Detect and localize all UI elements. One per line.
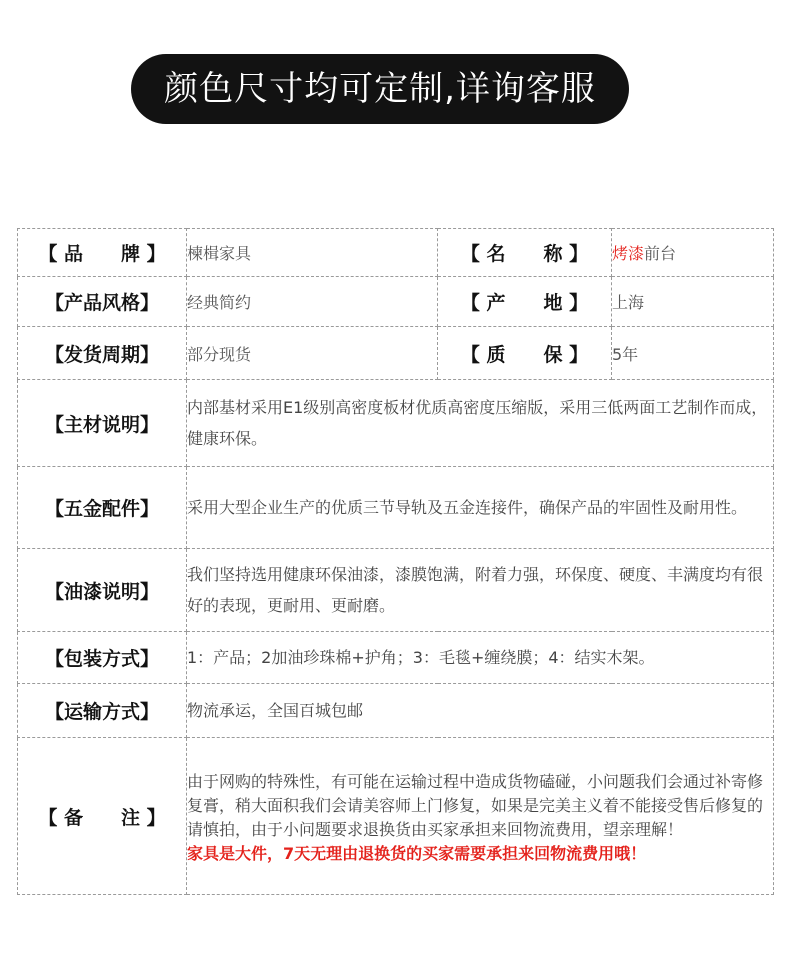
- delivery-value: 部分现货: [187, 327, 438, 380]
- notes-value: 由于网购的特殊性，有可能在运输过程中造成货物磕碰，小问题我们会通过补寄修复膏，稍大面积我们会请美容师上门修复，如果是完美主义着不能接受售后修复的请慎拍，由于小问题要求退换货由买家承担来回物流费用，望亲理解！: [187, 772, 764, 839]
- style-label: 【产品风格】: [18, 277, 187, 327]
- paint-value: 我们坚持选用健康环保油漆，漆膜饱满，附着力强，环保度、硬度、丰满度均有很好的表现，更耐用、更耐磨。: [187, 549, 774, 632]
- table-row: [18, 738, 774, 895]
- hardware-value: 采用大型企业生产的优质三节导轨及五金连接件，确保产品的牢固性及耐用性。: [187, 467, 774, 549]
- paint-label: 【油漆说明】: [18, 549, 187, 632]
- name-label: 【 名 称 】: [438, 229, 612, 277]
- packing-value: 1：产品；2加油珍珠棉+护角；3：毛毯+缠绕膜；4：结实木架。: [187, 632, 774, 684]
- table-row: [18, 380, 774, 467]
- warranty-value: 5年: [612, 327, 774, 380]
- hardware-label: 【五金配件】: [18, 467, 187, 549]
- banner-title: 颜色尺寸均可定制,详询客服: [131, 54, 629, 124]
- brand-value: 楝楫家具: [187, 229, 438, 277]
- notes-label: 【 备 注 】: [18, 738, 187, 895]
- material-value: 内部基材采用E1级别高密度板材优质高密度压缩版，采用三低两面工艺制作而成，健康环保。: [187, 380, 774, 467]
- style-value: 经典简约: [187, 277, 438, 327]
- name-value-rest: 前台: [644, 244, 677, 263]
- warranty-label: 【 质 保 】: [438, 327, 612, 380]
- shipping-label: 【运输方式】: [18, 684, 187, 738]
- origin-value: 上海: [612, 277, 774, 327]
- table-row: [18, 327, 774, 380]
- material-label: 【主材说明】: [18, 380, 187, 467]
- table-row: [18, 467, 774, 549]
- table-row: [18, 684, 774, 738]
- origin-label: 【 产 地 】: [438, 277, 612, 327]
- table-row: [18, 229, 774, 277]
- table-row: [18, 277, 774, 327]
- brand-label: 【 品 牌 】: [18, 229, 187, 277]
- name-value: [612, 229, 774, 277]
- name-value-highlight: 烤漆: [612, 244, 645, 263]
- spec-table: [17, 228, 774, 895]
- packing-label: 【包装方式】: [18, 632, 187, 684]
- notes-warning: 家具是大件，7天无理由退换货的买家需要承担来回物流费用哦！: [187, 844, 647, 863]
- table-row: [18, 549, 774, 632]
- delivery-label: 【发货周期】: [18, 327, 187, 380]
- notes-cell: [187, 738, 774, 895]
- table-row: [18, 632, 774, 684]
- shipping-value: 物流承运，全国百城包邮: [187, 684, 774, 738]
